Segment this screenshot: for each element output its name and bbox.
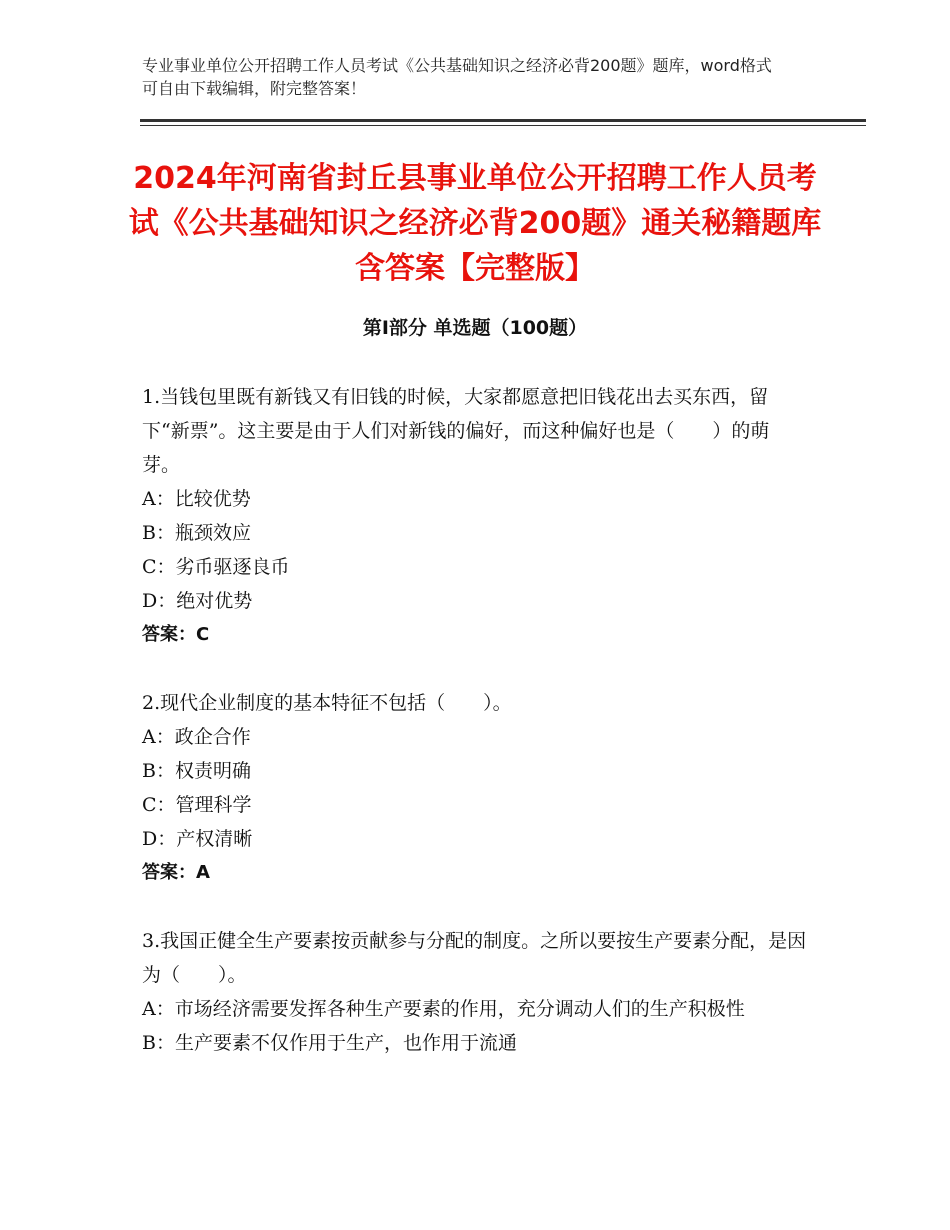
question-list	[142, 380, 807, 1060]
question-stem: 1.当钱包里既有新钱又有旧钱的时候，大家都愿意把旧钱花出去买东西，留下“新票”。这主要是由于人们对新钱的偏好，而这种偏好也是（ ）的萌芽。	[142, 386, 770, 476]
option-c: C：劣币驱逐良币	[142, 556, 290, 578]
section-title: 第Ⅰ部分 单选题（100题）	[362, 317, 588, 339]
header-note: 专业事业单位公开招聘工作人员考试《公共基础知识之经济必背200题》题库，word格式可自由下载编辑，附完整答案！	[142, 56, 772, 98]
question-2	[142, 686, 807, 890]
option-d: D：产权清晰	[142, 828, 253, 850]
option-a: A：比较优势	[142, 488, 251, 510]
question-spacer	[142, 890, 807, 924]
option-d: D：绝对优势	[142, 590, 253, 612]
answer-label: 答案：C	[142, 624, 210, 645]
option-a: A：政企合作	[142, 726, 251, 748]
header-divider-thick	[140, 119, 866, 122]
option-b: B：权责明确	[142, 760, 251, 782]
question-stem: 3.我国正健全生产要素按贡献参与分配的制度。之所以要按生产要素分配，是因为（ ）。	[142, 930, 807, 986]
question-stem: 2.现代企业制度的基本特征不包括（ ）。	[142, 692, 512, 714]
option-c: C：管理科学	[142, 794, 252, 816]
question-3	[142, 924, 807, 1060]
question-1	[142, 380, 807, 652]
document-title: 2024年河南省封丘县事业单位公开招聘工作人员考试《公共基础知识之经济必背200题》通关秘籍题库含答案【完整版】	[128, 161, 822, 286]
question-spacer	[142, 652, 807, 686]
header-divider-thin	[140, 125, 866, 126]
answer-label: 答案：A	[142, 862, 210, 883]
option-b: B：瓶颈效应	[142, 522, 251, 544]
option-b: B：生产要素不仅作用于生产，也作用于流通	[142, 1032, 517, 1054]
option-a: A：市场经济需要发挥各种生产要素的作用，充分调动人们的生产积极性	[142, 998, 745, 1020]
